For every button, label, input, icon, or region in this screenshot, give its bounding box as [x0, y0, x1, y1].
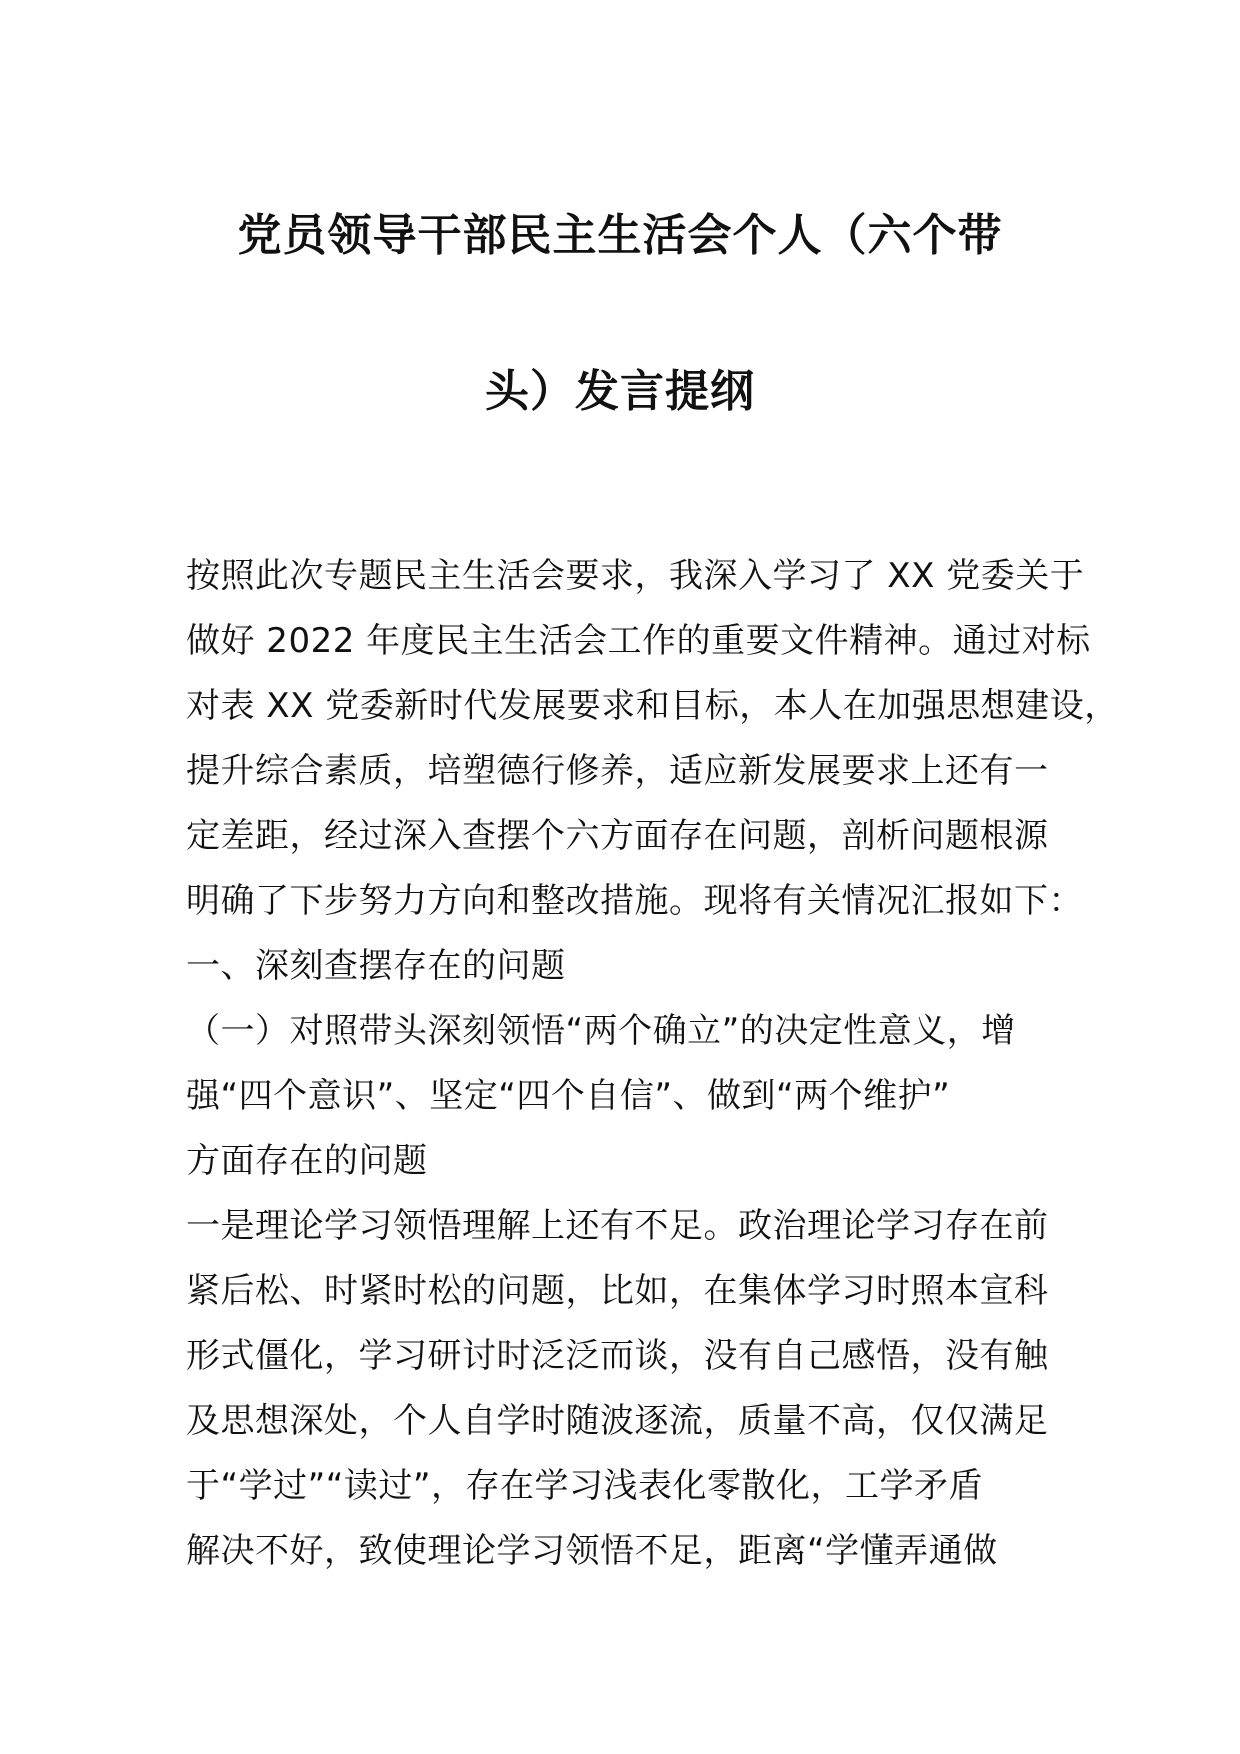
- body-line: 对表 XX 党委新时代发展要求和目标，本人在加强思想建设，: [186, 686, 1119, 726]
- section-heading: 一、深刻查摆存在的问题: [186, 946, 566, 986]
- body-line: 于“学过”“读过”，存在学习浅表化零散化，工学矛盾: [186, 1466, 983, 1506]
- body-line: 明确了下步努力方向和整改措施。现将有关情况汇报如下：: [186, 881, 1083, 921]
- body-line: 一是理论学习领悟理解上还有不足。政治理论学习存在前: [186, 1206, 1049, 1246]
- body-line: 紧后松、时紧时松的问题，比如，在集体学习时照本宣科: [186, 1271, 1049, 1311]
- document-title-line-1: 党员领导干部民主生活会个人（六个带: [237, 210, 1003, 261]
- body-line: 解决不好，致使理论学习领悟不足，距离“学懂弄通做: [186, 1531, 998, 1571]
- body-line: 定差距，经过深入查摆个六方面存在问题，剖析问题根源: [186, 816, 1049, 856]
- document-title-line-2: 头）发言提纲: [485, 366, 755, 417]
- body-line: 及思想深处，个人自学时随波逐流，质量不高，仅仅满足: [186, 1401, 1049, 1441]
- body-line: 做好 2022 年度民主生活会工作的重要文件精神。通过对标: [186, 621, 1091, 661]
- subsection-heading-line: （一）对照带头深刻领悟“两个确立”的决定性意义，增: [186, 1011, 1016, 1051]
- body-line: 形式僵化，学习研讨时泛泛而谈，没有自己感悟，没有触: [186, 1336, 1049, 1376]
- body-line: 按照此次专题民主生活会要求，我深入学习了 XX 党委关于: [186, 556, 1085, 596]
- subsection-heading-line: 强“四个意识”、坚定“四个自信”、做到“两个维护”: [186, 1076, 951, 1116]
- subsection-heading-line: 方面存在的问题: [186, 1141, 428, 1181]
- document-body: [186, 544, 1119, 1584]
- body-line: 提升综合素质，培塑德行修养，适应新发展要求上还有一: [186, 751, 1049, 791]
